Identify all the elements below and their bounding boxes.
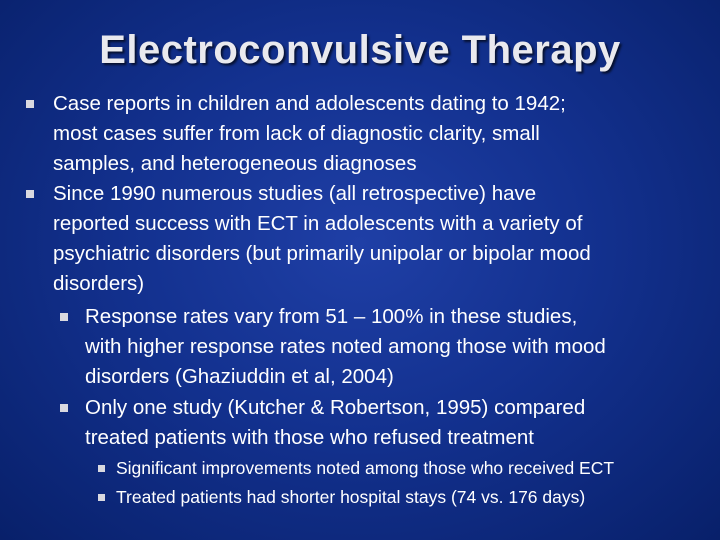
slide-title: Electroconvulsive Therapy <box>99 28 621 72</box>
bullet-line: Case reports in children and adolescents dating to 1942; <box>53 92 566 115</box>
square-bullet-icon <box>60 404 68 412</box>
bullet-line: reported success with ECT in adolescents with a variety of <box>53 212 583 235</box>
square-bullet-icon <box>98 494 105 501</box>
bullet-line: treated patients with those who refused treatment <box>85 426 534 449</box>
bullet-line: disorders (Ghaziuddin et al, 2004) <box>85 365 394 388</box>
square-bullet-icon <box>60 313 68 321</box>
bullet-line: disorders) <box>53 272 145 295</box>
bullet-line: samples, and heterogeneous diagnoses <box>53 152 417 175</box>
bullet-line: Only one study (Kutcher & Robertson, 1995) compared <box>85 396 586 419</box>
square-bullet-icon <box>98 465 105 472</box>
square-bullet-icon <box>26 100 34 108</box>
sub-bullet-text <box>85 302 606 392</box>
bullet-line: Treated patients had shorter hospital stays (74 vs. 176 days) <box>116 487 586 507</box>
bullet-line: psychiatric disorders (but primarily unipolar or bipolar mood <box>53 242 591 265</box>
bullet-line: Since 1990 numerous studies (all retrospective) have <box>53 182 537 205</box>
bullet-line: Response rates vary from 51 – 100% in these studies, <box>85 305 578 328</box>
sub-sub-bullet-text <box>116 454 614 483</box>
bullet-line: most cases suffer from lack of diagnostic clarity, small <box>53 122 540 145</box>
bullet-text <box>53 89 566 179</box>
square-bullet-icon <box>26 190 34 198</box>
bullet-line: with higher response rates noted among those with mood <box>85 335 606 358</box>
sub-bullet-text <box>85 393 585 453</box>
bullet-line: Significant improvements noted among those who received ECT <box>116 458 615 478</box>
bullet-text <box>53 179 591 299</box>
sub-sub-bullet-text <box>116 483 585 512</box>
